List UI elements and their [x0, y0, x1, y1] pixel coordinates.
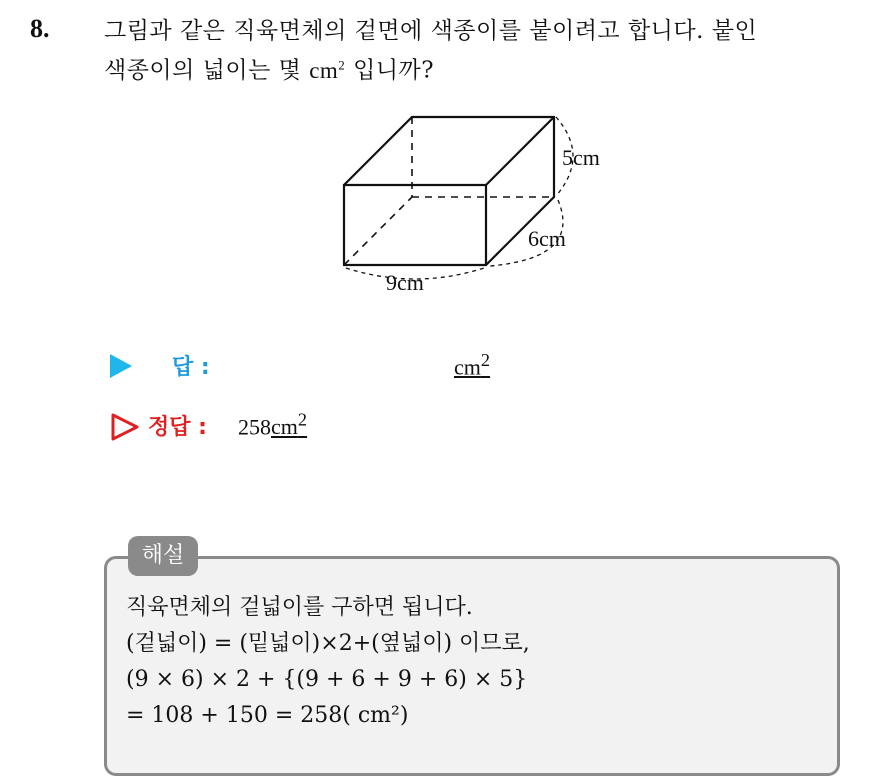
solution-value: $258cm^2$: [238, 410, 308, 440]
answer-label: 답 :: [172, 355, 210, 380]
solution-label: 정답 :: [148, 415, 207, 440]
question-number: 8.: [30, 14, 50, 43]
explanation-text: [126, 590, 826, 734]
explanation-line: (겉넓이) = (밑넓이)×2+(옆넓이) 이므로,: [126, 631, 530, 656]
explanation-tag: 해설: [128, 536, 198, 576]
answer-unit: $cm^2$: [454, 350, 491, 380]
explanation-line: = 108 + 150 = 258( cm²): [126, 703, 409, 728]
solution-row: [110, 410, 560, 444]
explanation-line: 직육면체의 겉넓이를 구하면 됩니다.: [126, 595, 473, 620]
question-text: [104, 14, 874, 88]
question-line-2-prefix: 색종이의 넓이는 몇: [104, 57, 302, 84]
question-line-1: 그림과 같은 직육면체의 겉면에 색종이를 붙이려고 합니다. 붙인: [104, 18, 758, 44]
width-label: 9cm: [386, 270, 424, 295]
question-line-2: [104, 48, 874, 88]
cuboid-figure: [320, 108, 640, 298]
height-label: 5cm: [562, 145, 600, 170]
outline-arrow-icon: [110, 412, 140, 442]
depth-label: 6cm: [528, 226, 566, 251]
question-unit: $cm^2$: [309, 57, 346, 83]
play-arrow-icon: [110, 354, 132, 378]
question-line-2-suffix: 입니까?: [353, 57, 435, 84]
explanation-line: (9 × 6) × 2 + {(9 + 6 + 9 + 6) × 5}: [126, 667, 528, 692]
answer-row: [110, 350, 560, 384]
